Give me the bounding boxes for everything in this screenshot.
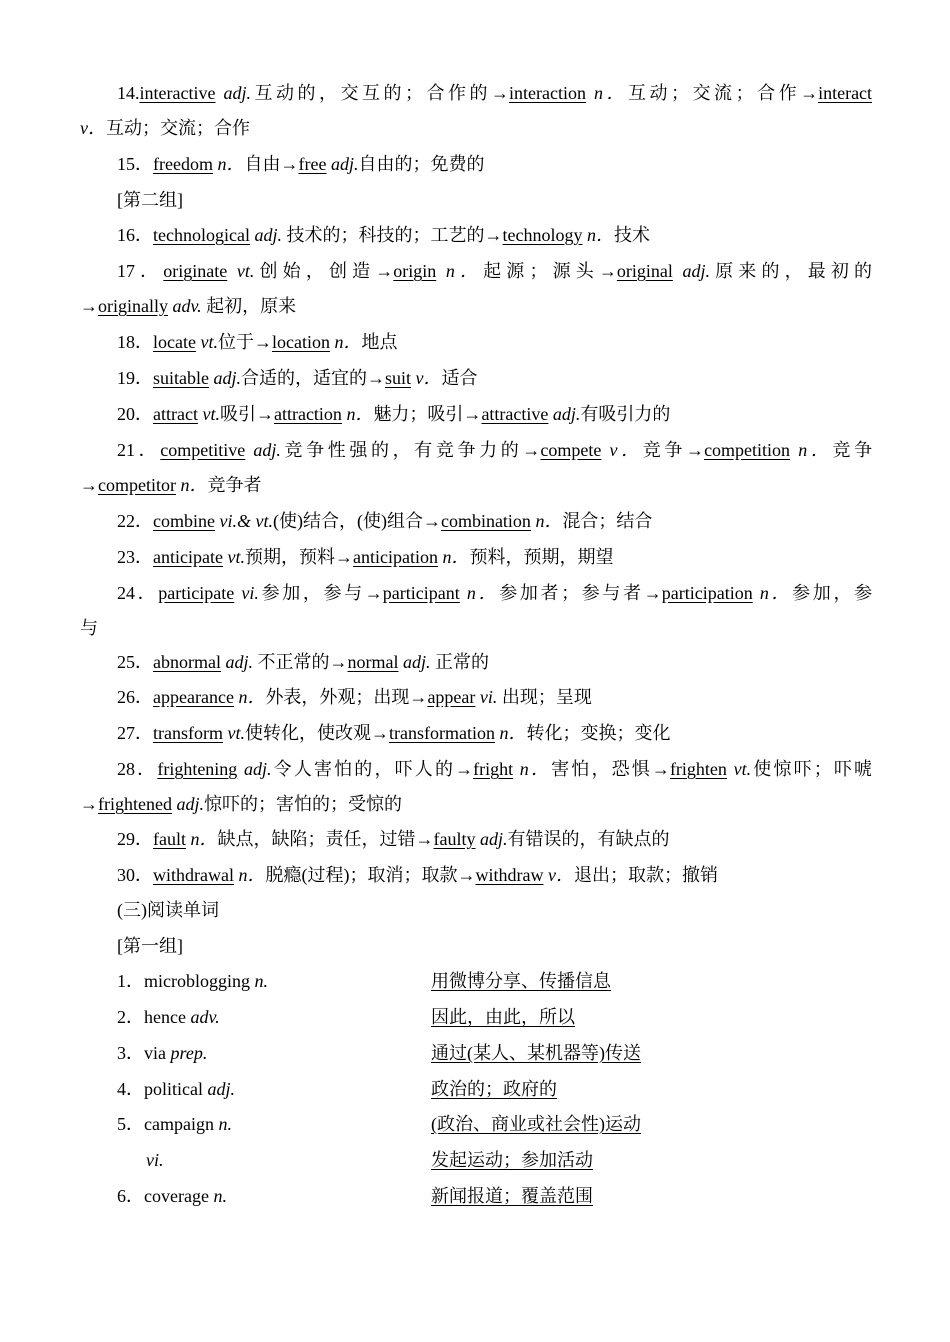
vocab-entry-24: 24．participate vi.参加，参与→participant n．参加者；参与者→participation n．参加，参 <box>117 583 873 603</box>
related-word: frightened <box>98 794 172 814</box>
related-word: participation <box>661 583 753 603</box>
reading-word-3: 3．via prep. <box>117 1043 208 1063</box>
headword: fault <box>153 829 186 849</box>
vocab-entry-21: 21．competitive adj.竞争性强的，有竞争力的→compete v．竞争→competition n．竞争 <box>117 440 873 460</box>
headword: anticipate <box>153 547 223 567</box>
reading-definition-5: (政治、商业或社会性)运动 <box>431 1114 641 1134</box>
related-word: origin <box>393 261 437 281</box>
related-word: original <box>616 261 673 281</box>
headword: attract <box>153 404 198 424</box>
related-word: fright <box>473 759 514 779</box>
reading-definition-4: 政治的；政府的 <box>431 1079 557 1099</box>
related-word: originally <box>98 296 168 316</box>
related-word: frighten <box>669 759 727 779</box>
vocab-entry-18: 18．locate vt.位于→location n．地点 <box>117 332 398 352</box>
reading-word-2: 2．hence adv. <box>117 1007 220 1027</box>
headword: participate <box>158 583 235 603</box>
headword: technological <box>153 225 250 245</box>
reading-word-5: 5．campaign n. <box>117 1114 232 1134</box>
related-word: withdraw <box>475 865 544 885</box>
reading-word-4: 4．political adj. <box>117 1079 235 1099</box>
headword: abnormal <box>153 652 221 672</box>
section-title: (三)阅读单词 <box>117 900 219 920</box>
reading-definition-5-verb: 发起运动；参加活动 <box>431 1150 593 1170</box>
reading-word-6: 6．coverage n. <box>117 1186 227 1206</box>
related-word: appear <box>427 687 476 707</box>
related-word: attractive <box>481 404 549 424</box>
related-word: free <box>298 154 327 174</box>
related-word: interaction <box>509 83 587 103</box>
headword: combine <box>153 511 215 531</box>
related-word: suit <box>385 368 412 388</box>
vocab-entry-16: 16．technological adj. 技术的；科技的；工艺的→technology n．技术 <box>117 225 650 245</box>
headword: appearance <box>153 687 234 707</box>
vocab-entry-27: 27．transform vt.使转化，使改观→transformation n．转化；变换；变化 <box>117 723 671 743</box>
related-word: compete <box>540 440 602 460</box>
reading-definition-6: 新闻报道；覆盖范围 <box>431 1186 593 1206</box>
headword: originate <box>163 261 228 281</box>
related-word: competition <box>704 440 791 460</box>
related-word: technology <box>502 225 583 245</box>
vocab-entry-29: 29．fault n．缺点，缺陷；责任，过错→faulty adj.有错误的，有缺点的 <box>117 829 670 849</box>
vocab-entry-26: 26．appearance n．外表，外观；出现→appear vi. 出现；呈现 <box>117 687 592 707</box>
headword: withdrawal <box>153 865 234 885</box>
vocab-entry-24-cont: 与 <box>80 618 98 638</box>
related-word: participant <box>382 583 460 603</box>
headword: interactive <box>139 83 216 103</box>
headword: frightening <box>157 759 238 779</box>
vocab-entry-15: 15．freedom n．自由→free adj.自由的；免费的 <box>117 154 485 174</box>
related-word: combination <box>440 511 531 531</box>
related-word: location <box>271 332 330 352</box>
vocab-entry-23: 23．anticipate vt.预期，预料→anticipation n．预料，预期，期望 <box>117 547 614 567</box>
reading-definition-1: 用微博分享、传播信息 <box>431 971 611 991</box>
vocab-entry-22: 22．combine vi.& vt.(使)结合，(使)组合→combination n．混合；结合 <box>117 511 653 531</box>
group-heading: [第一组] <box>117 936 183 956</box>
vocab-entry-14-cont: v．互动；交流；合作 <box>80 118 250 138</box>
vocab-entry-30: 30．withdrawal n．脱瘾(过程)；取消；取款→withdraw v．退出；取款；撤销 <box>117 865 718 885</box>
related-word: transformation <box>388 723 495 743</box>
related-word: interact <box>818 83 873 103</box>
reading-definition-3: 通过(某人、某机器等)传送 <box>431 1043 641 1063</box>
vocab-entry-28: 28．frightening adj.令人害怕的，吓人的→fright n．害怕，恐惧→frighten vt.使惊吓；吓唬 <box>117 759 873 779</box>
reading-definition-2: 因此，由此，所以 <box>431 1007 575 1027</box>
headword: locate <box>153 332 196 352</box>
related-word: normal <box>347 652 399 672</box>
vocab-entry-14: 14.interactive adj.互动的，交互的；合作的→interaction n．互动；交流；合作→interact <box>117 83 873 103</box>
headword: freedom <box>153 154 213 174</box>
reading-word-1: 1．microblogging n. <box>117 971 268 991</box>
related-word: faulty <box>433 829 476 849</box>
headword: competitive <box>160 440 246 460</box>
vocab-entry-17-cont: →originally adv. 起初，原来 <box>80 296 297 316</box>
headword: suitable <box>153 368 209 388</box>
related-word: attraction <box>273 404 342 424</box>
vocab-entry-19: 19．suitable adj.合适的，适宜的→suit v．适合 <box>117 368 478 388</box>
vocab-entry-20: 20．attract vt.吸引→attraction n．魅力；吸引→attractive adj.有吸引力的 <box>117 404 671 424</box>
reading-word-5-verb: vi. <box>146 1150 164 1170</box>
vocab-entry-25: 25．abnormal adj. 不正常的→normal adj. 正常的 <box>117 652 490 672</box>
vocab-entry-21-cont: →competitor n．竞争者 <box>80 475 262 495</box>
related-word: competitor <box>98 475 176 495</box>
vocab-entry-28-cont: →frightened adj.惊吓的；害怕的；受惊的 <box>80 794 402 814</box>
group-heading: [第二组] <box>117 190 183 210</box>
headword: transform <box>153 723 223 743</box>
vocab-entry-17: 17．originate vt.创始，创造→origin n．起源；源头→original adj.原来的，最初的 <box>117 261 873 281</box>
related-word: anticipation <box>352 547 438 567</box>
